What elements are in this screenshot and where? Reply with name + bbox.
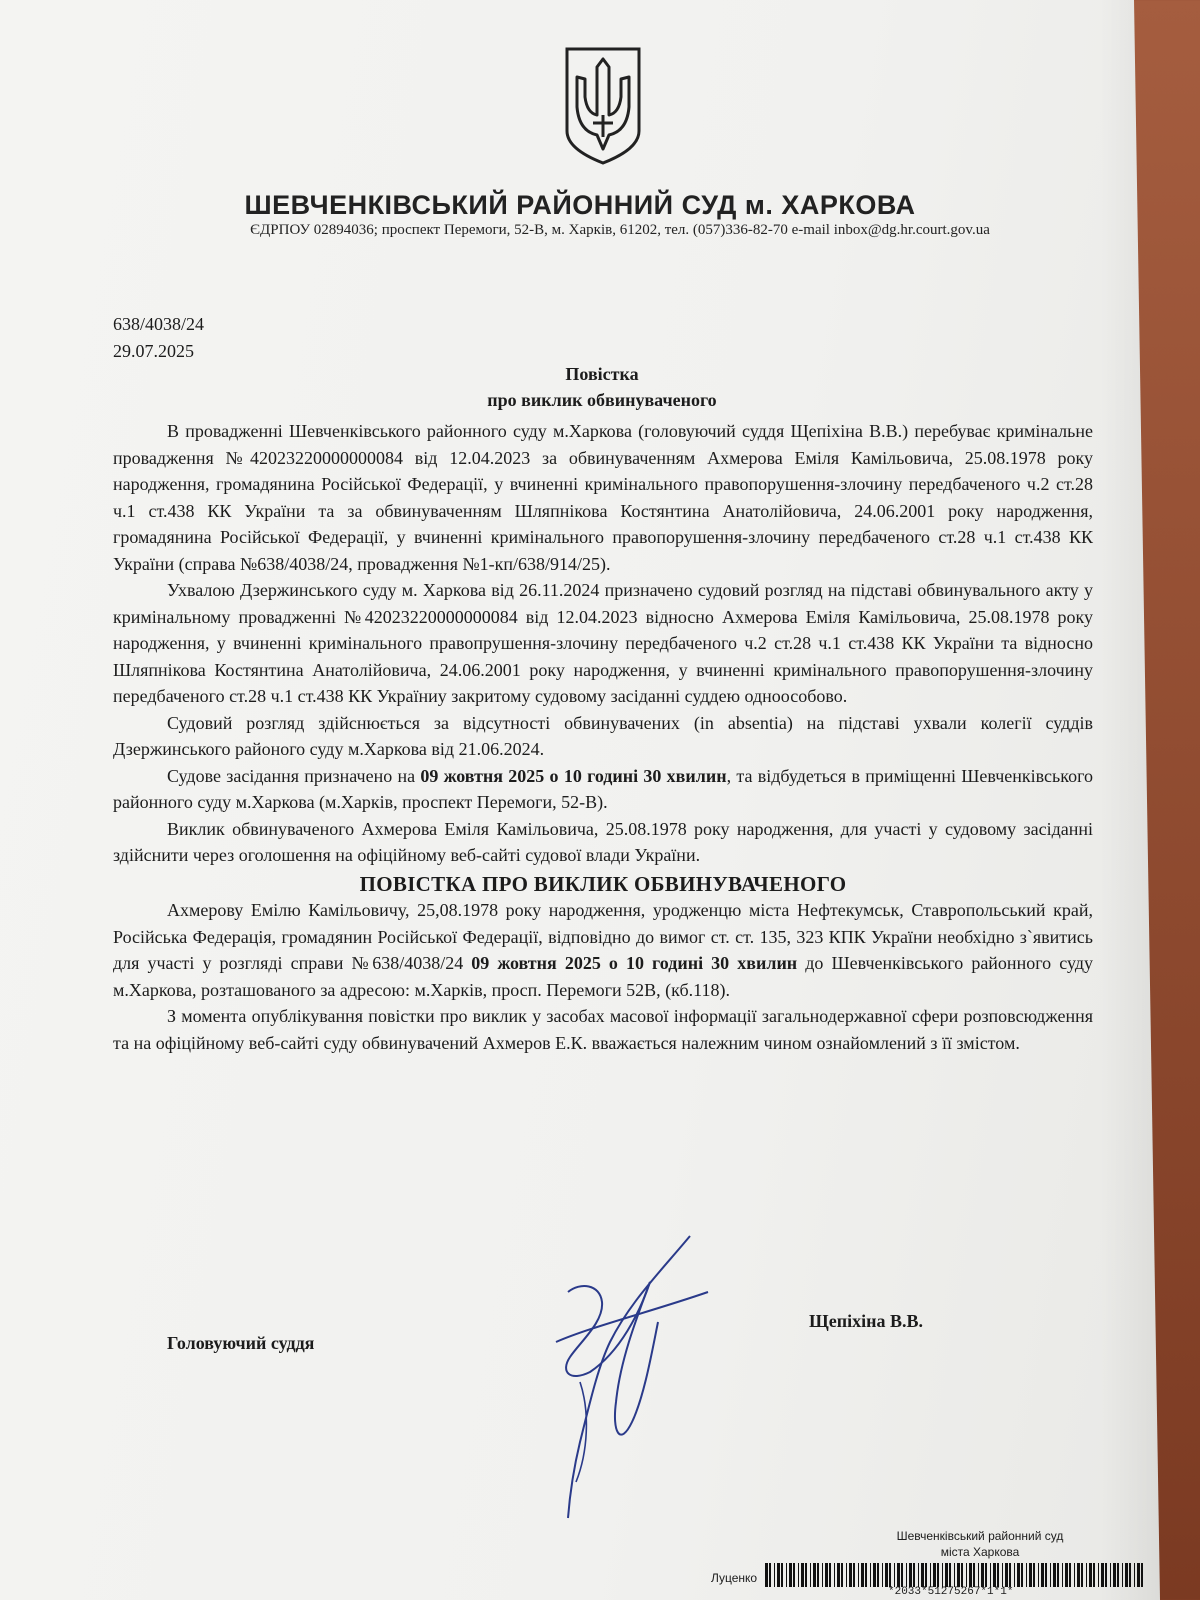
court-contacts: ЄДРПОУ 02894036; проспект Перемоги, 52-В, м. Харків, 61202, тел. (057)336-82-70 e-mail inbox@dg.hr.court.gov.ua [250,222,990,238]
barcode-bar [1137,1563,1140,1587]
barcode-bar [798,1563,799,1587]
hearing-datetime: 09 жовтня 2025 о 10 годині 30 хвилин [420,765,727,786]
barcode-icon [765,1563,1145,1587]
barcode-bar [918,1563,919,1587]
barcode-bar [894,1563,895,1587]
p6-text-after: до Шевченківського районного суду м.Харкова, розташованого за адресою: м.Харків, просп. Перемоги 52В, (кб.118). [113,953,1093,1000]
p4-text-before: Судове засідання призначено на [167,765,421,786]
barcode-bar [966,1563,967,1587]
barcode-bar [997,1563,999,1587]
barcode-bar [769,1563,771,1587]
barcode-bar [1021,1563,1023,1587]
barcode-bar [1074,1563,1075,1587]
barcode-bar [1062,1563,1063,1587]
barcode-bar [906,1563,907,1587]
barcode-bar [993,1563,996,1587]
barcode-bar [1122,1563,1123,1587]
paragraph-5: Виклик обвинуваченого Ахмерова Еміля Камільовича, 25.08.1978 року народження, для участі у судовому засіданні здійснити через оголошення на офіційному веб-сайті судової влади України. [113,818,1093,865]
barcode-bar [990,1563,991,1587]
barcode-bar [1026,1563,1027,1587]
barcode-bar [870,1563,871,1587]
barcode-bar [1038,1563,1039,1587]
barcode-bar [786,1563,787,1587]
barcode-bar [882,1563,883,1587]
barcode-bar [1029,1563,1032,1587]
barcode-bar [901,1563,903,1587]
barcode-bar [873,1563,876,1587]
barcode-bar [834,1563,835,1587]
barcode-bar [789,1563,792,1587]
handwritten-signature [540,1232,720,1522]
barcode-bar [793,1563,795,1587]
barcode-bar [858,1563,859,1587]
barcode-bar [781,1563,783,1587]
barcode-bar [937,1563,939,1587]
paragraph-2: Ухвалою Дзержинського суду м. Харкова від 26.11.2024 призначено судовий розгляд на підставі обвинувального акту у кримінальному провадженні №42023220000000084 від 12.04.2023 відносно Ахмерова Еміля Камільовича, 25.08.1978 року народження, у вчиненні кримінального правопрушення-злочину передбаченого ч.2 ст.28 ч.1 ст.438 КК України та відносно Шляпнікова Костянтина Анатолійовича, 24.06.2001 року народження, у вчиненні кримінального правопорушення-злочину передбаченого ст.28 ч.1 ст.438 КК Україниу закритому судовому засіданні суддею одноособово. [113,580,1093,706]
document-date: 29.07.2025 [113,341,194,361]
barcode-bar [1125,1563,1128,1587]
barcode-bar [774,1563,775,1587]
barcode-bar [1093,1563,1095,1587]
barcode-bar [765,1563,768,1587]
document-body [113,418,1093,1056]
barcode-bar [837,1563,840,1587]
barcode-bar [1053,1563,1056,1587]
summons-title: ПОВІСТКА ПРО ВИКЛИК ОБВИНУВАЧЕНОГО [359,871,847,896]
barcode-bar [865,1563,867,1587]
barcode-bar [1105,1563,1107,1587]
barcode-bar [889,1563,891,1587]
barcode-bar [909,1563,912,1587]
barcode-bar [829,1563,831,1587]
barcode-bar [1113,1563,1116,1587]
barcode-bar [813,1563,816,1587]
registry-stamp [850,1528,1110,1560]
p4-text-after: , та відбудеться в приміщенні Шевченківського районного суду м.Харкова (м.Харків, проспект Перемоги, 52-В). [113,765,1094,812]
barcode-code: *2033*51275267*1*1* [888,1586,1014,1598]
barcode-bar [825,1563,828,1587]
paragraph-3: Судовий розгляд здійснюється за відсутності обвинувачених (in absentia) на підставі ухвали колегії суддів Дзержинського районого суду м.Харкова від 21.06.2024. [113,712,1093,759]
barcode-bar [861,1563,864,1587]
barcode-bar [1141,1563,1143,1587]
barcode-bar [1101,1563,1104,1587]
registry-court-line2: міста Харкова [940,1545,1020,1559]
paragraph-6 [113,897,1093,1003]
barcode-bar [945,1563,948,1587]
barcode-bar [1045,1563,1047,1587]
signer-role: Головуючий суддя [167,1333,315,1353]
barcode-bar [1041,1563,1044,1587]
barcode-bar [973,1563,975,1587]
document-title: Повістка [565,364,639,384]
barcode-bar [978,1563,979,1587]
barcode-bar [949,1563,951,1587]
barcode-bar [897,1563,900,1587]
barcode-bar [1005,1563,1008,1587]
barcode-bar [1009,1563,1011,1587]
barcode-bar [1002,1563,1003,1587]
barcode-bar [801,1563,804,1587]
barcode-bar [913,1563,915,1587]
registry-court-line1: Шевченківський районний суд [896,1529,1064,1543]
barcode-bar [822,1563,823,1587]
barcode-bar [925,1563,927,1587]
barcode-bar [777,1563,780,1587]
document-subtitle: про виклик обвинуваченого [487,390,717,410]
barcode-bar [853,1563,855,1587]
paragraph-7: З момента опублікування повістки про виклик у засобах масової інформації загальнодержавної сфери розповсюдження та на офіційному веб-сайті суду обвинувачений Ахмеров Е.К. вважається належним чином ознайомлений з її змістом. [113,1006,1093,1053]
barcode-bar [1077,1563,1080,1587]
barcode-bar [969,1563,972,1587]
barcode-bar [961,1563,963,1587]
barcode-bar [1110,1563,1111,1587]
barcode-bar [849,1563,852,1587]
barcode-bar [1129,1563,1131,1587]
barcode-bar [1069,1563,1071,1587]
paragraph-1: В провадженні Шевченківського районного суду м.Харкова (головуючий суддя Щепіхіна В.В.) перебуває кримінальне провадження №42023220000000084 від 12.04.2023 за обвинуваченням Ахмерова Еміля Камільовича, 25.08.1978 року народження, громадянина Російської Федерації, у вчиненні кримінального правопорушення-злочину передбаченого ч.2 ст.28 ч.1 ст.438 КК України та за обвинуваченням Шляпнікова Костянтина Анатолійовича, 24.06.2001 року народження, громадянина Російської Федерації, у вчиненні кримінального правопорушення-злочину передбаченого ст.28 ч.1 ст.438 КК України (справа №638/4038/24, провадження №1-кп/638/914/25). [113,421,1093,574]
paragraph-4 [113,763,1093,816]
barcode-bar [1050,1563,1051,1587]
barcode-bar [933,1563,936,1587]
barcode-bar [985,1563,987,1587]
page-edge-shadow [1100,0,1160,1600]
barcode-bar [1081,1563,1083,1587]
barcode-bar [957,1563,960,1587]
barcode-bar [817,1563,819,1587]
barcode-bar [810,1563,811,1587]
barcode-bar [981,1563,984,1587]
barcode-bar [1033,1563,1035,1587]
barcode-bar [877,1563,879,1587]
barcode-bar [921,1563,924,1587]
barcode-bar [841,1563,843,1587]
barcode-bar [1065,1563,1068,1587]
coat-of-arms-icon [563,45,643,167]
barcode-bar [1086,1563,1087,1587]
operator-name: Луценко [711,1571,758,1585]
signer-name: Щепіхіна В.В. [809,1311,924,1331]
court-name: ШЕВЧЕНКІВСЬКИЙ РАЙОННИЙ СУД м. ХАРКОВА [244,190,916,220]
barcode-bar [1057,1563,1059,1587]
barcode-bar [1017,1563,1020,1587]
barcode-bar [954,1563,955,1587]
barcode-bar [1089,1563,1092,1587]
barcode-bar [1098,1563,1099,1587]
barcode-bar [805,1563,807,1587]
barcode-bar [942,1563,943,1587]
p6-text-before: Ахмерову Емілю Камільовичу, 25,08.1978 року народження, уродженцю міста Нефтекумськ, Ставропольський край, Російська Федерація, громадянин Російської Федерації, відповідно до вимог ст. ст. 135, 323 КПК України необхідно з`явитись для участі у розгляді справи №638/4038/24 [113,900,1093,973]
barcode-bar [885,1563,888,1587]
barcode-bar [930,1563,931,1587]
barcode-bar [846,1563,847,1587]
barcode-bar [1134,1563,1135,1587]
case-number: 638/4038/24 [113,314,205,334]
barcode-bar [1014,1563,1015,1587]
summons-datetime: 09 жовтня 2025 о 10 годині 30 хвилин [471,953,798,973]
barcode-bar [1117,1563,1119,1587]
